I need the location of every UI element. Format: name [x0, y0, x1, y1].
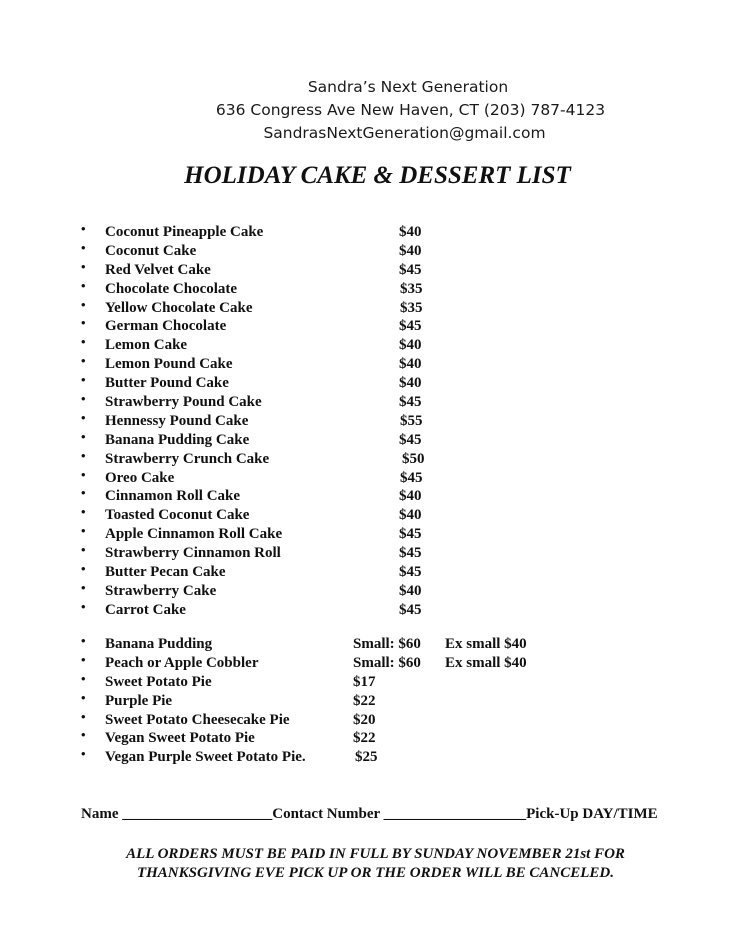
item-price: $45	[399, 545, 422, 562]
item-name: Red Velvet Cake	[105, 261, 211, 278]
item-price: $45	[399, 431, 422, 448]
list-item	[0, 670, 751, 692]
list-item	[0, 239, 751, 261]
list-item	[0, 223, 751, 242]
list-item	[0, 598, 751, 620]
item-name: Strawberry Cake	[105, 582, 217, 599]
list-item	[0, 296, 751, 318]
bullet-icon: •	[81, 598, 86, 614]
order-form-line: Name ____________________Contact Number ___________________Pick-Up DAY/TIME	[81, 806, 658, 822]
item-price: $25	[355, 749, 378, 766]
item-price: $45	[399, 394, 422, 411]
item-name: Purple Pie	[105, 692, 173, 709]
notice-line-2: THANKSGIVING EVE PICK UP OR THE ORDER WILL BE CANCELED.	[136, 865, 615, 881]
bullet-icon: •	[81, 315, 86, 331]
list-item	[0, 748, 751, 767]
list-item	[0, 729, 751, 748]
item-name: Oreo Cake	[105, 469, 175, 486]
list-item	[0, 651, 751, 673]
item-name: Strawberry Crunch Cake	[105, 450, 270, 467]
item-price: $50	[402, 450, 425, 467]
item-price-extra-small: Ex small $40	[445, 636, 527, 652]
list-item	[0, 466, 751, 488]
bullet-icon: •	[81, 708, 86, 724]
list-item	[0, 544, 751, 563]
bullet-icon: •	[81, 334, 86, 350]
item-price: $45	[399, 261, 422, 278]
page-title: HOLIDAY CAKE & DESSERT LIST	[184, 162, 571, 189]
item-name: Sweet Potato Cheesecake Pie	[105, 711, 290, 728]
list-item	[0, 374, 751, 393]
item-name: Lemon Cake	[105, 337, 188, 354]
item-price: $40	[399, 337, 422, 354]
bullet-icon: •	[81, 428, 86, 444]
dessert-list	[0, 635, 751, 767]
item-name: Banana Pudding Cake	[105, 431, 250, 448]
bullet-icon: •	[81, 727, 86, 743]
item-price-extra-small: Ex small $40	[445, 654, 527, 671]
item-name: Sweet Potato Pie	[105, 673, 212, 690]
item-name: Peach or Apple Cobbler	[105, 654, 259, 671]
item-price: $45	[400, 469, 423, 486]
business-name: Sandra’s Next Generation	[307, 78, 509, 96]
address-phone: 636 Congress Ave New Haven, CT (203) 787-4123	[215, 101, 606, 119]
item-name: Vegan Purple Sweet Potato Pie.	[105, 749, 306, 766]
list-item	[0, 689, 751, 711]
item-price: $20	[353, 711, 376, 728]
item-price: $22	[353, 730, 376, 747]
bullet-icon: •	[81, 466, 86, 482]
list-item	[0, 447, 751, 469]
item-price: $40	[399, 488, 422, 505]
item-price: $45	[399, 601, 422, 618]
item-price: $45	[399, 526, 422, 543]
bullet-icon: •	[81, 746, 86, 762]
item-price: $40	[399, 356, 422, 373]
item-name: Chocolate Chocolate	[105, 280, 238, 297]
item-price: $40	[399, 375, 422, 392]
item-price: Small: $60	[353, 654, 421, 671]
list-item	[0, 525, 751, 544]
item-name: Cinnamon Roll Cake	[105, 488, 241, 505]
bullet-icon: •	[81, 504, 86, 520]
item-name: Apple Cinnamon Roll Cake	[105, 526, 283, 543]
bullet-icon: •	[81, 651, 86, 667]
bullet-icon: •	[81, 633, 86, 648]
bullet-icon: •	[81, 670, 86, 686]
list-item	[0, 579, 751, 601]
list-item	[0, 563, 751, 582]
item-name: Toasted Coconut Cake	[105, 507, 250, 524]
item-name: Butter Pecan Cake	[105, 564, 226, 581]
item-name: Strawberry Pound Cake	[105, 394, 262, 411]
item-name: Hennessy Pound Cake	[105, 412, 249, 429]
item-name: Butter Pound Cake	[105, 375, 229, 392]
bullet-icon: •	[81, 353, 86, 369]
bullet-icon: •	[81, 485, 86, 501]
bullet-icon: •	[81, 221, 86, 236]
item-price: Small: $60	[353, 636, 421, 652]
bullet-icon: •	[81, 689, 86, 705]
list-item	[0, 635, 751, 654]
list-item	[0, 355, 751, 374]
item-price: $17	[353, 673, 376, 690]
cake-list	[0, 223, 751, 620]
bullet-icon: •	[81, 523, 86, 539]
list-item	[0, 708, 751, 730]
item-price: $35	[400, 299, 423, 316]
item-price: $45	[399, 318, 422, 335]
list-item	[0, 487, 751, 506]
list-item	[0, 336, 751, 355]
item-price: $55	[400, 412, 423, 429]
bullet-icon: •	[81, 372, 86, 388]
bullet-icon: •	[81, 409, 86, 425]
bullet-icon: •	[81, 239, 86, 255]
list-item	[0, 317, 751, 336]
bullet-icon: •	[81, 447, 86, 463]
list-item	[0, 506, 751, 525]
item-price: $40	[399, 582, 422, 599]
bullet-icon: •	[81, 579, 86, 595]
bullet-icon: •	[81, 542, 86, 558]
email: SandrasNextGeneration@gmail.com	[263, 124, 546, 142]
bullet-icon: •	[81, 296, 86, 312]
item-name: Coconut Cake	[105, 242, 197, 259]
item-price: $40	[399, 507, 422, 524]
header	[0, 76, 751, 145]
item-price: $22	[353, 692, 376, 709]
list-item	[0, 409, 751, 431]
item-name: Carrot Cake	[105, 601, 186, 618]
list-item	[0, 428, 751, 450]
bullet-icon: •	[81, 561, 86, 577]
item-name: German Chocolate	[105, 318, 227, 335]
item-name: Strawberry Cinnamon Roll	[105, 545, 281, 562]
bullet-icon: •	[81, 277, 86, 293]
item-price: $45	[399, 564, 422, 581]
bullet-icon: •	[81, 391, 86, 407]
item-name: Coconut Pineapple Cake	[105, 224, 264, 240]
item-name: Yellow Chocolate Cake	[105, 299, 253, 316]
list-item	[0, 277, 751, 299]
list-item	[0, 393, 751, 412]
item-name: Vegan Sweet Potato Pie	[105, 730, 255, 747]
item-name: Banana Pudding	[105, 636, 213, 652]
item-price: $40	[399, 224, 422, 240]
list-item	[0, 258, 751, 280]
item-price: $40	[399, 242, 422, 259]
item-price: $35	[400, 280, 423, 297]
bullet-icon: •	[81, 258, 86, 274]
item-name: Lemon Pound Cake	[105, 356, 233, 373]
payment-notice	[0, 845, 751, 883]
notice-line-1: ALL ORDERS MUST BE PAID IN FULL BY SUNDAY NOVEMBER 21st FOR	[126, 846, 625, 862]
